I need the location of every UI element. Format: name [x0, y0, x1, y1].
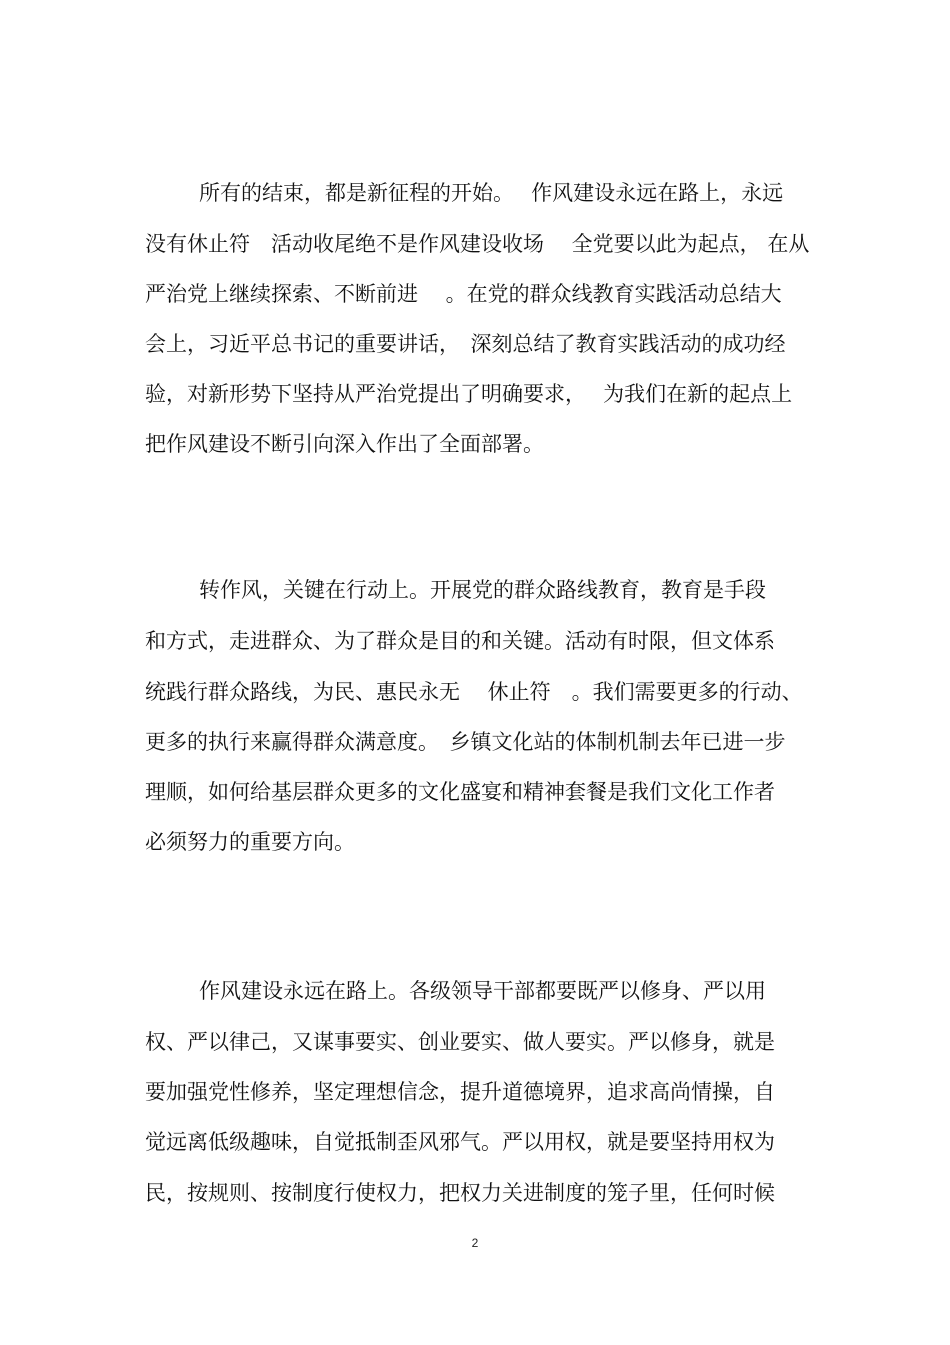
- paragraph-3-line-1: 作风建设永远在路上。各级领导干部都要既严以修身、严以用: [199, 979, 766, 1003]
- paragraph-2-line-6: 必须努力的重要方向。: [145, 830, 355, 854]
- paragraph-3-line-2: 权、严以律己，又谋事要实、创业要实、做人要实。严以修身，就是: [145, 1030, 775, 1054]
- paragraph-1-line-4: 会上，习近平总书记的重要讲话， 深刻总结了教育实践活动的成功经: [145, 332, 786, 356]
- paragraph-1-line-2: 没有休止符 活动收尾绝不是作风建设收场 全党要以此为起点， 在从: [145, 232, 810, 256]
- paragraph-2-line-1: 转作风，关键在行动上。开展党的群众路线教育，教育是手段: [199, 578, 766, 602]
- paragraph-2-line-4: 更多的执行来赢得群众满意度。 乡镇文化站的体制机制去年已进一步: [145, 730, 786, 754]
- page-number: 2: [471, 1236, 479, 1250]
- paragraph-3-line-4: 觉远离低级趣味，自觉抵制歪风邪气。严以用权，就是要坚持用权为: [145, 1130, 775, 1154]
- paragraph-1-line-5: 验，对新形势下坚持从严治党提出了明确要求， 为我们在新的起点上: [145, 382, 793, 406]
- paragraph-1-line-3: 严治党上继续探索、不断前进 。在党的群众线教育实践活动总结大: [145, 282, 782, 306]
- paragraph-3-line-5: 民，按规则、按制度行使权力，把权力关进制度的笼子里，任何时候: [145, 1181, 775, 1205]
- paragraph-2-line-3: 统践行群众路线，为民、惠民永无 休止符 。我们需要更多的行动、: [145, 680, 803, 704]
- paragraph-2-line-5: 理顺，如何给基层群众更多的文化盛宴和精神套餐是我们文化工作者: [145, 780, 775, 804]
- paragraph-3-line-3: 要加强党性修养，坚定理想信念，提升道德境界，追求高尚情操，自: [145, 1080, 775, 1104]
- paragraph-1-line-6: 把作风建设不断引向深入作出了全面部署。: [145, 432, 544, 456]
- paragraph-2-line-2: 和方式，走进群众、为了群众是目的和关键。活动有时限，但文体系: [145, 629, 775, 653]
- paragraph-1-line-1: 所有的结束，都是新征程的开始。 作风建设永远在路上，永远: [199, 181, 784, 205]
